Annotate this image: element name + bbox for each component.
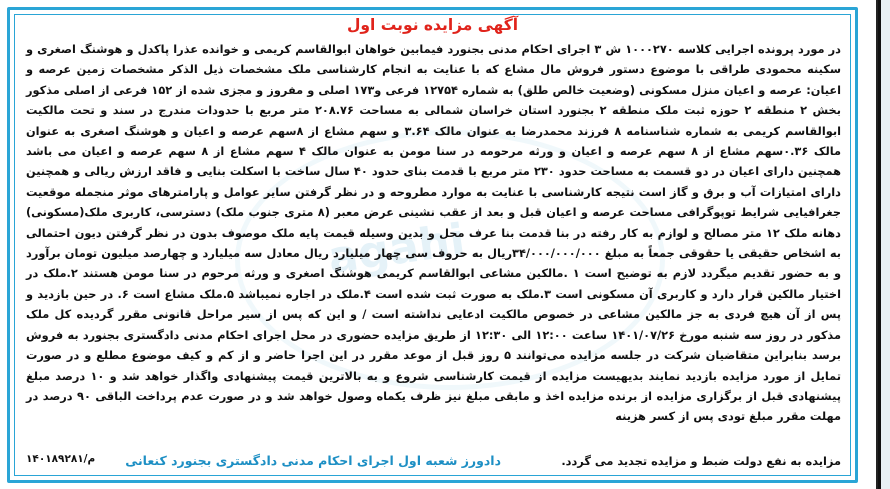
notice-body: در مورد پرونده اجرایی کلاسه ۱۰۰۰۲۷۰ ش ۳ اجرای احکام مدنی بجنورد فیمابین خواهان ابوالقاسم کریمی و خوانده عذرا پاکدل و هوشنگ اصغری و سکینه محمودی طراقی با موضوع دستور فروش مال مشاع که با عنایت به انجام کارشناسی ملک مشخصات ذیل الذکر مشخصات زمین عرصه و اعیان: عرصه و اعیان منزل مسکونی (وضعیت خالص طلق) به شماره ۱۲۷۵۴ فرعی و۱۷۳ اصلی و مفروز و مجزی شده از ۱۵۲ فرعی از اصلی مذکور بخش ۲ منطقه ۲ حوزه ثبت ملک منطقه ۲ بجنورد استان خراسان شمالی به مساحت ۲۰۸.۷۶ متر مربع با حدودات مندرج در سند و تحت مالکیت ابوالقاسم کریمی به شماره شناسنامه ۸ فرزند محمدرضا به عنوان مالک ۳.۶۴ و سهم مشاع از ۸سهم عرصه و اعیان و هوشنگ اصغری به عنوان مالک ۰.۳۶سهم مشاع از ۸ سهم عرصه و اعیان و ورثه مرحومه در سنا مومن به عنوان مالک ۴ سهم مشاع از ۸ سهم عرصه و اعیان می باشد همچنین دارای اعیان در دو قسمت به مساحت حدود ۲۳۰ متر مربع با قدمت بنای حدود ۴۰ سال ساخت با اسکلت بنایی و فاقد ارزش ریالی و همچنین دارای امتیازات آب و برق و گاز است نتیجه کارشناسی با عنایت به موارد مطروحه و در نظر گرفتن سایر عوامل و پارامترهای موثر منجمله موقعیت جغرافیایی شرایط توپوگرافی مساحت عرصه و اعیان قبل و بعد از عقب نشینی عرض معبر (۸ متری جنوب ملک) دسترسی، کاربری ملک(مسکونی) دهانه ملک ۱۲ متر مصالح و لوازم به کار رفته در بنا قدمت بنا عرف محل و بدین وسیله قیمت پایه ملک موصوف بدون در نظر گرفتن دیون احتمالی به اشخاص حقیقی یا حقوقی جمعاً به مبلغ ۳۴/۰۰۰/۰۰۰/۰۰۰ریال به حروف سی چهار میلیارد ریال معادل سه میلیارد و چهارصد میلیون تومان برآورد و به حضور تقدیم میگردد لازم به توضیح است ۱ .مالکین مشاعی ابوالقاسم کریمی هوشنگ اصغری و ورثه مرحوم در سنا مومن هستند ۲.ملک در اختیار مالکین قرار دارد و کاربری آن مسکونی است ۳.ملک به صورت ثبت شده است ۴.ملک در اجاره نمیباشد ۵.ملک مشاع است ۶. در حین بازدید و پس از آن هیچ فردی به جز مالکین مشاعی در خصوص مالکیت ادعایی نداشته است / و این که پس از سیر مراحل قانونی مقرر گردیده کل ملک مذکور در روز سه شنبه مورخ ۱۴۰۱/۰۷/۲۶ ساعت ۱۲:۰۰ الی ۱۲:۳۰ از طریق مزایده حضوری در محل اجرای احکام مدنی دادگستری بجنورد به فروش برسد بنابراین متقاضیان شرکت در جلسه مزایده می‌توانند ۵ روز قبل از موعد مقرر در این اجرا حاضر و از کم و کیف موضوع مطلع و در صورت تمایل از مورد مزایده بازدید نمایند بدیهیست مزایده از قیمت کارشناسی شروع و به بالاترین قیمت پیشنهادی واگذار خواهد شد و ۱۰ درصد مبلغ پیشنهادی قبل از برگزاری مزایده از برنده مزایده اخذ و مابقی مبلغ نیز ظرف یکماه وصول خواهد شد و در صورت عدم پرداخت الباقی ۹۰ درصد در مهلت مقرر مبلغ تودی پس از کسر هزینه <box>26 42 842 424</box>
closing-line: مزایده به نفع دولت ضبط و مزایده تجدید می گردد. <box>561 454 841 468</box>
adjacent-page-edge <box>876 0 890 489</box>
page-divider <box>878 0 881 489</box>
notice-code: ۱۴۰۱۸۹۲۸۱/م <box>26 453 96 465</box>
notice-footer <box>26 451 841 475</box>
notice-frame <box>7 7 858 483</box>
notice-title: آگهی مزایده نوبت اول <box>346 16 519 34</box>
signature: دادورز شعبه اول اجرای احکام مدنی دادگستری بجنورد کنعانی <box>125 453 501 468</box>
watermark: agahi <box>325 214 469 285</box>
